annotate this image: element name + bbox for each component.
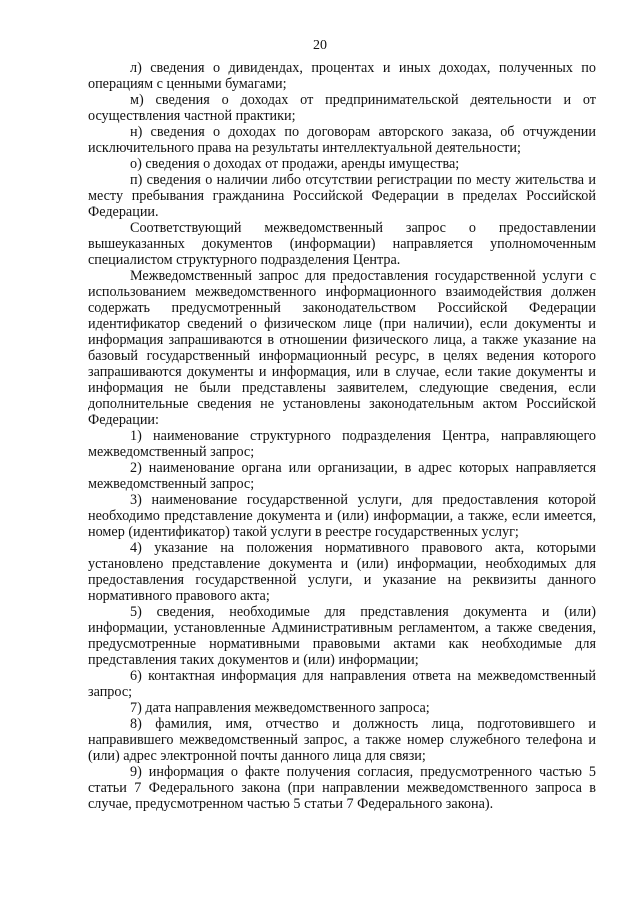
paragraph-income-property: о) сведения о доходах от продажи, аренды имущества;	[130, 156, 460, 172]
list-item-4: 4) указание на положения нормативного правового акта, которыми установлено представление документа и (или) информации, необходимых для предоставления государственной услуги, и указание на реквизиты данного нормативного правового акта;	[88, 540, 596, 604]
paragraph-income-dividends: л) сведения о дивидендах, процентах и иных доходах, полученных по операциям с ценными бумагами;	[88, 60, 596, 92]
paragraph-income-author-contracts: н) сведения о доходах по договорам авторского заказа, об отчуждении исключительного права на результаты интеллектуальной деятельности;	[88, 124, 596, 156]
list-item-6: 6) контактная информация для направления ответа на межведомственный запрос;	[88, 668, 596, 700]
list-item-9: 9) информация о факте получения согласия, предусмотренного частью 5 статьи 7 Федерального закона (при направлении межведомственного запроса в случае, предусмотренном частью 5 статьи 7 Федерального закона).	[88, 764, 596, 812]
paragraph-registration: п) сведения о наличии либо отсутствии регистрации по месту жительства и месту пребывания гражданина Российской Федерации в пределах Российской Федерации.	[88, 172, 596, 220]
paragraph-request-sender: Соответствующий межведомственный запрос о предоставлении вышеуказанных документов (информации) направляется уполномоченным специалистом структурного подразделения Центра.	[88, 220, 596, 268]
page-number: 20	[313, 38, 327, 53]
list-item-1: 1) наименование структурного подразделения Центра, направляющего межведомственный запрос;	[88, 428, 596, 460]
paragraph-income-business: м) сведения о доходах от предпринимательской деятельности и от осуществления частной практики;	[88, 92, 596, 124]
list-item-5: 5) сведения, необходимые для представления документа и (или) информации, установленные Административным регламентом, а также сведения, предусмотренные нормативными правовыми актами как необходимые для представления таких документов и (или) информации;	[88, 604, 596, 668]
list-item-3: 3) наименование государственной услуги, для предоставления которой необходимо представление документа и (или) информации, а также, если имеется, номер (идентификатор) такой услуги в реестре государственных услуг;	[88, 492, 596, 540]
list-item-7: 7) дата направления межведомственного запроса;	[130, 700, 430, 716]
list-item-8: 8) фамилия, имя, отчество и должность лица, подготовившего и направившего межведомственный запрос, а также номер служебного телефона и (или) адрес электронной почты данного лица для связи;	[88, 716, 596, 764]
paragraph-request-content: Межведомственный запрос для предоставления государственной услуги с использованием межведомственного информационного взаимодействия должен содержать предусмотренный законодательством Российской Федерации идентификатор сведений о физическом лице (при наличии), если документы и информация запрашиваются в отношении физического лица, а также указание на базовый государственный информационный ресурс, в целях ведения которого запрашиваются документы и информация, или в случае, если такие документы и информация не были представлены заявителем, следующие сведения, если дополнительные сведения не установлены законодательным актом Российской Федерации:	[88, 268, 596, 428]
document-body	[88, 60, 596, 812]
list-item-2: 2) наименование органа или организации, в адрес которых направляется межведомственный запрос;	[88, 460, 596, 492]
